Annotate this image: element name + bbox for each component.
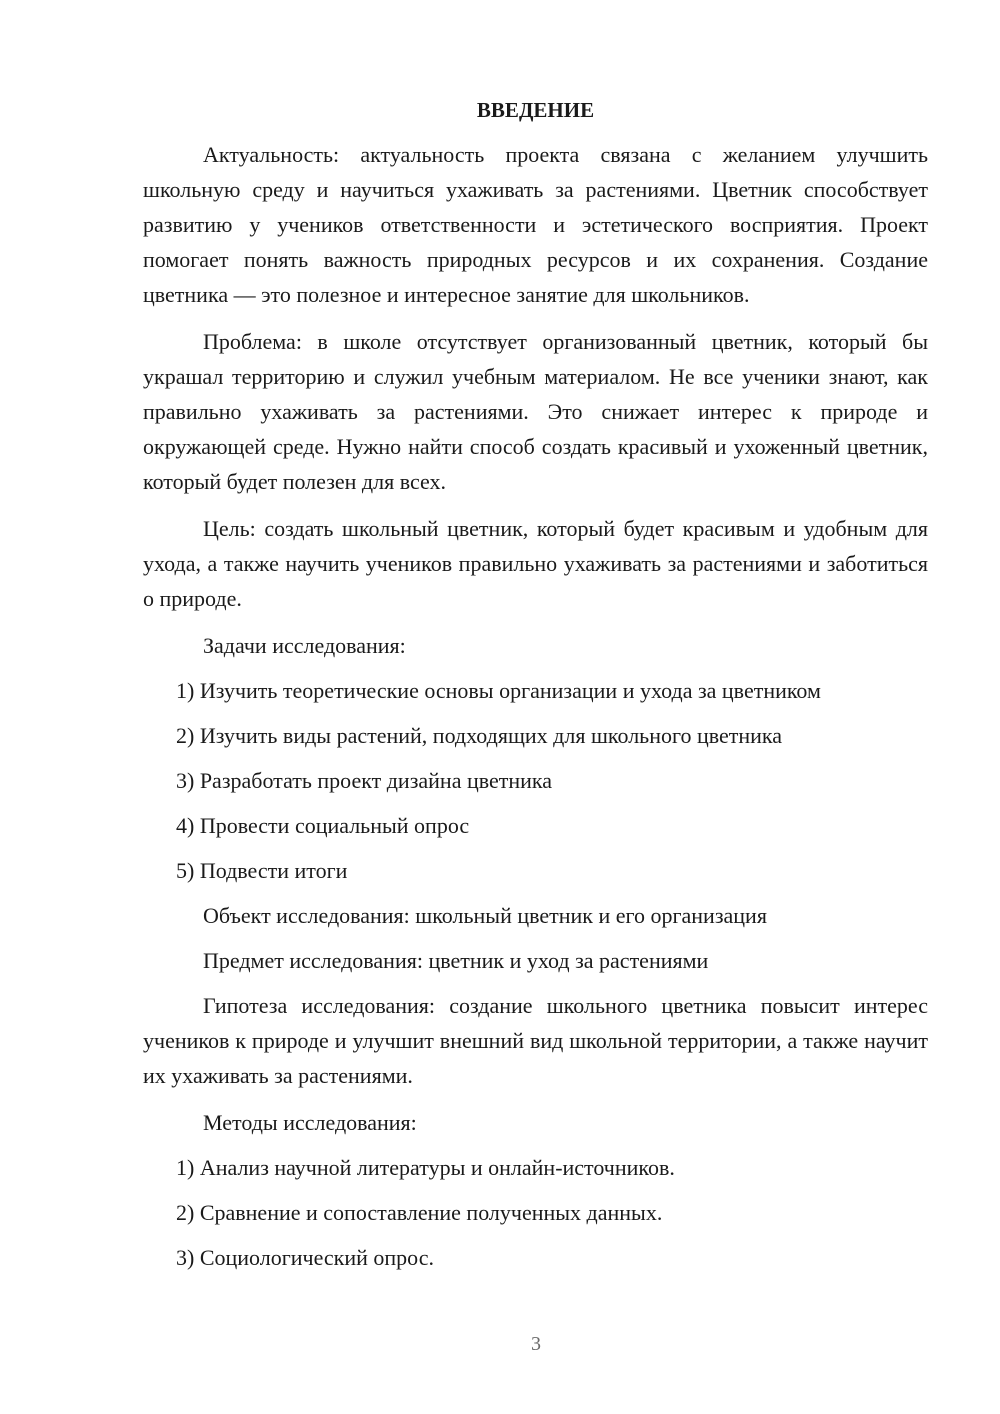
document-page: [143, 96, 928, 1285]
list-item: 3) Социологический опрос.: [176, 1245, 434, 1270]
tasks-heading: Задачи исследования:: [203, 633, 406, 658]
hypothesis-paragraph: Гипотеза исследования: создание школьного цветника повысит интерес учеников к природе и улучшит внешний вид школьной территории, а также научит их ухаживать за растениями.: [143, 993, 928, 1088]
list-item: 2) Изучить виды растений, подходящих для школьного цветника: [176, 723, 783, 748]
list-item: 1) Изучить теоретические основы организации и ухода за цветником: [176, 678, 821, 703]
research-subject: Предмет исследования: цветник и уход за растениями: [203, 948, 709, 973]
relevance-paragraph: Актуальность: актуальность проекта связана с желанием улучшить школьную среду и научиться ухаживать за растениями. Цветник способствует развитию у учеников ответственности и эстетического восприятия. Проект помогает понять важность природных ресурсов и их сохранения. Создание цветника — это полезное и интересное занятие для школьников.: [143, 142, 928, 307]
section-title: ВВЕДЕНИЕ: [476, 98, 595, 122]
methods-heading: Методы исследования:: [203, 1110, 417, 1135]
tasks-list: [143, 673, 928, 888]
list-item: 3) Разработать проект дизайна цветника: [176, 768, 553, 793]
list-item: 4) Провести социальный опрос: [176, 813, 470, 838]
list-item: 2) Сравнение и сопоставление полученных данных.: [176, 1200, 663, 1225]
list-item: 5) Подвести итоги: [176, 858, 348, 883]
methods-list: [143, 1150, 928, 1275]
goal-paragraph: Цель: создать школьный цветник, который будет красивым и удобным для ухода, а также научить учеников правильно ухаживать за растениями и заботиться о природе.: [143, 516, 928, 611]
page-number: 3: [531, 1333, 541, 1355]
list-item: 1) Анализ научной литературы и онлайн-источников.: [176, 1155, 675, 1180]
problem-paragraph: Проблема: в школе отсутствует организованный цветник, который бы украшал территорию и служил учебным материалом. Не все ученики знают, как правильно ухаживать за растениями. Это снижает интерес к природе и окружающей среде. Нужно найти способ создать красивый и ухоженный цветник, который будет полезен для всех.: [143, 329, 928, 494]
research-object: Объект исследования: школьный цветник и его организация: [203, 903, 767, 928]
